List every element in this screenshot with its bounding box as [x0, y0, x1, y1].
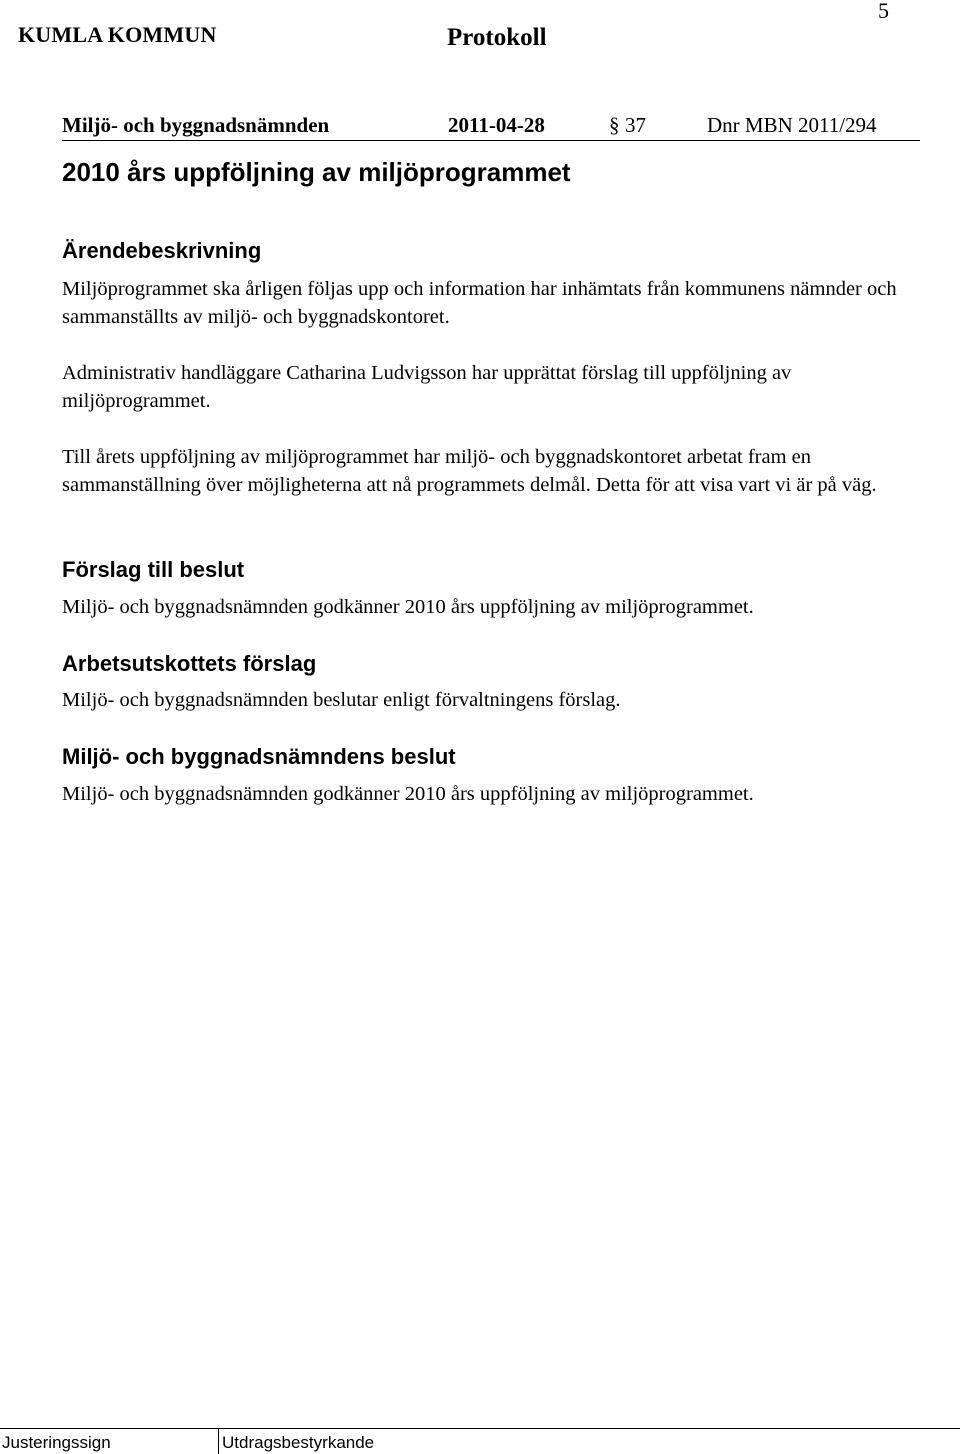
document-title: 2010 års uppföljning av miljöprogrammet: [62, 157, 571, 187]
signature-label: Justeringssign: [2, 1433, 111, 1452]
footer-divider: [0, 1428, 960, 1429]
committee-proposal-heading: Arbetsutskottets förslag: [62, 651, 317, 676]
meeting-date: 2011-04-28: [448, 113, 545, 137]
municipality-name: KUMLA KOMMUN: [18, 22, 217, 47]
board-name: Miljö- och byggnadsnämnden: [62, 113, 330, 137]
section-number: 37: [625, 113, 646, 137]
proposal-heading: Förslag till beslut: [62, 557, 245, 582]
case-number: Dnr MBN 2011/294: [707, 113, 877, 137]
case-description-paragraph: Miljöprogrammet ska årligen följas upp och information har inhämtats från kommunens nämnder och sammanställts av miljö- och byggnadskontoret.: [62, 278, 897, 328]
footer-separator: [218, 1428, 219, 1454]
protocol-meta-row: [62, 113, 920, 141]
section-sign: §: [609, 113, 620, 137]
page-number: 5: [878, 0, 889, 23]
certified-label: Utdragsbestyrkande: [222, 1433, 375, 1452]
document-type: Protokoll: [447, 24, 547, 51]
proposal-text: Miljö- och byggnadsnämnden godkänner 2010 års uppföljning av miljöprogrammet.: [62, 596, 754, 618]
committee-proposal-text: Miljö- och byggnadsnämnden beslutar enligt förvaltningens förslag.: [62, 689, 621, 711]
case-description-heading: Ärendebeskrivning: [62, 238, 262, 263]
decision-heading: Miljö- och byggnadsnämndens beslut: [62, 744, 456, 769]
case-description-paragraph: Till årets uppföljning av miljöprogrammet har miljö- och byggnadskontoret arbetat fram en sammanställning över möjligheterna att nå programmets delmål. Detta för att visa vart vi är på väg.: [62, 446, 877, 496]
case-description-paragraph: Administrativ handläggare Catharina Ludvigsson har upprättat förslag till uppföljning av miljöprogrammet.: [62, 362, 792, 412]
decision-text: Miljö- och byggnadsnämnden godkänner 2010 års uppföljning av miljöprogrammet.: [62, 783, 754, 805]
